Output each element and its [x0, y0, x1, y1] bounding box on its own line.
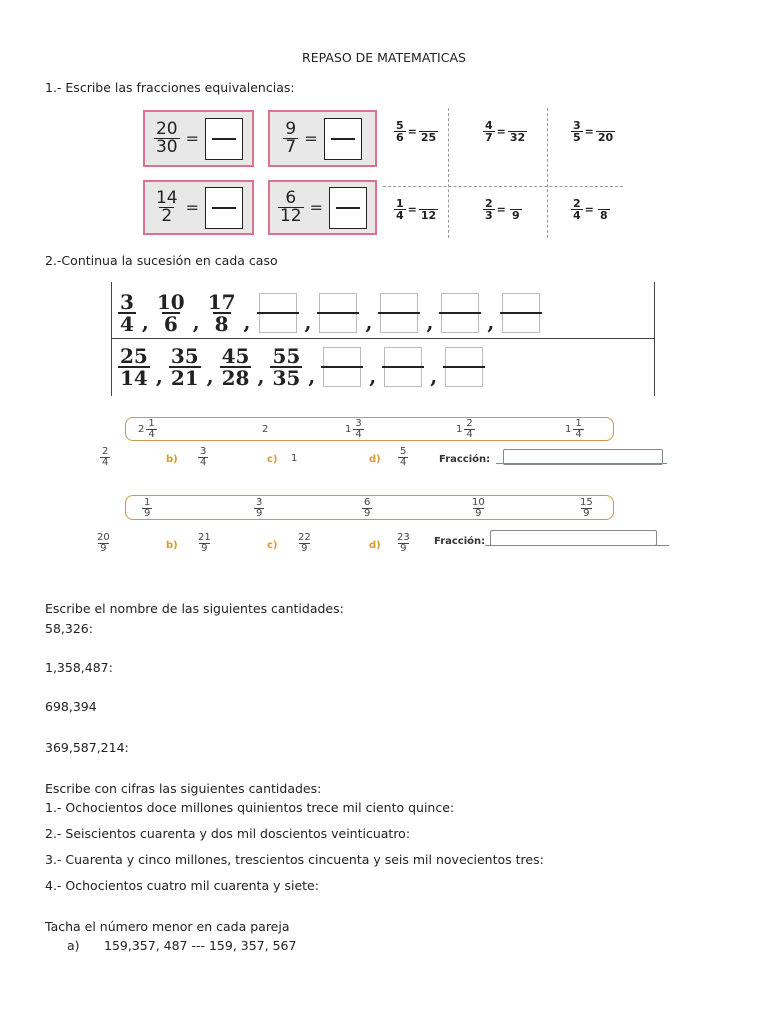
number-words-item: 1.- Ochocientos doce millones quinientos trece mil ciento quince: — [45, 800, 455, 815]
fraction: $\frac{3}{9}$ — [256, 497, 263, 519]
option-a[interactable]: $\frac{2}{4}$ — [102, 446, 109, 468]
fraction: $\frac{6}{9}$ — [364, 497, 371, 519]
number-words-item: 4.- Ochocientos cuatro mil cuarenta y siete: — [45, 878, 319, 893]
ex5-heading: Tacha el número menor en cada pareja — [45, 919, 290, 934]
option-a[interactable]: $\frac{20}{9}$ — [97, 532, 110, 554]
option-b[interactable]: $\frac{3}{4}$ — [200, 446, 207, 468]
blank-fraction[interactable] — [317, 293, 359, 333]
option-c[interactable]: 1 — [291, 453, 298, 464]
equivalent-fraction-pair: $\frac{4}{7}$ = 32 — [485, 119, 526, 144]
blank-fraction[interactable] — [382, 347, 424, 387]
blank-fraction[interactable] — [500, 293, 542, 333]
whole-number: 2 — [262, 424, 269, 435]
option-b[interactable]: $\frac{21}{9}$ — [198, 532, 211, 554]
fraction: $\frac{14}{2}$ — [155, 188, 178, 226]
fraction: $\frac{1}{9}$ — [144, 497, 151, 519]
mixed-number: 1 $\frac{3}{4}$ — [345, 418, 362, 440]
option-c-label: c) — [267, 540, 278, 551]
mixed-number: 2 $\frac{1}{4}$ — [138, 418, 155, 440]
sequence-table — [111, 282, 655, 396]
option-d-label: d) — [369, 454, 381, 465]
equivalent-fraction-pair: $\frac{1}{4}$ = 12 — [396, 197, 437, 222]
number-words-item: 3.- Cuarenta y cinco millones, trescientos cincuenta y seis mil novecientos tres: — [45, 852, 544, 867]
fraction: $\frac{3}{4}$ — [120, 290, 134, 336]
fraction: $\frac{45}{28}$ — [221, 344, 250, 390]
ex3-heading: Escribe el nombre de las siguientes cantidades: — [45, 601, 344, 616]
option-b-label: b) — [166, 454, 178, 465]
sequence-row-1: $\frac{3}{4}$ , $\frac{10}{6}$ , $\frac{17}{8}$ , , , , , — [118, 292, 654, 334]
fraccion-label: Fracción: — [434, 536, 486, 547]
equals-sign: = — [185, 129, 200, 148]
fraction: $\frac{6}{12}$ — [279, 188, 302, 226]
sequence-row-2: $\frac{25}{14}$ , $\frac{35}{21}$ , $\frac{45}{28}$ , $\frac{55}{35}$ , , , — [118, 346, 654, 388]
quantity-item: 58,326: — [45, 621, 93, 636]
equals-sign: = — [185, 198, 200, 217]
option-c-label: c) — [267, 454, 278, 465]
fraction-strip-1 — [125, 417, 614, 441]
fraction: $\frac{10}{9}$ — [472, 497, 485, 519]
number-words-item: 2.- Seiscientos cuarenta y dos mil doscientos veinticuatro: — [45, 826, 411, 841]
equivalence-box-1 — [143, 110, 254, 167]
grid-divider — [547, 108, 548, 238]
fraction: $\frac{10}{6}$ — [156, 290, 185, 336]
fraction: $\frac{25}{14}$ — [120, 344, 148, 390]
answer-underline — [496, 463, 667, 464]
pair-item-label: a) — [67, 938, 80, 953]
answer-box[interactable] — [205, 187, 243, 229]
ex2-heading: 2.-Continua la sucesión en cada caso — [45, 253, 278, 268]
option-d[interactable]: $\frac{5}{4}$ — [400, 446, 407, 468]
equivalence-box-2 — [268, 110, 377, 167]
fraccion-label: Fracción: — [439, 454, 491, 465]
blank-fraction[interactable] — [257, 293, 299, 333]
fraction: $\frac{15}{9}$ — [580, 497, 593, 519]
answer-box[interactable] — [205, 118, 243, 160]
pair-item-text: 159,357, 487 --- 159, 357, 567 — [104, 938, 297, 953]
answer-box[interactable] — [324, 118, 362, 160]
option-d-label: d) — [369, 540, 381, 551]
quantity-item: 698,394 — [45, 699, 97, 714]
grid-divider — [448, 108, 449, 238]
blank-fraction[interactable] — [439, 293, 481, 333]
equivalent-fraction-pair: $\frac{2}{3}$ = 9 — [485, 197, 520, 222]
equivalent-fraction-pair: $\frac{3}{5}$ = 20 — [573, 119, 614, 144]
fraction: $\frac{35}{21}$ — [170, 344, 199, 390]
mixed-number: 1 $\frac{2}{4}$ — [456, 418, 473, 440]
quantity-item: 369,587,214: — [45, 740, 129, 755]
option-b-label: b) — [166, 540, 178, 551]
answer-underline — [485, 545, 669, 546]
ex4-heading: Escribe con cifras las siguientes cantidades: — [45, 781, 322, 796]
blank-fraction[interactable] — [321, 347, 363, 387]
row-divider — [112, 338, 654, 339]
equals-sign: = — [304, 129, 318, 148]
equivalent-fraction-pair: $\frac{5}{6}$ = 25 — [396, 119, 437, 144]
fraction: $\frac{20}{30}$ — [155, 119, 178, 157]
equivalence-box-4 — [268, 180, 377, 235]
equivalent-fraction-pair: $\frac{2}{4}$ = 8 — [573, 197, 608, 222]
mixed-number: 1 $\frac{1}{4}$ — [565, 418, 582, 440]
equivalence-box-3 — [143, 180, 254, 235]
blank-fraction[interactable] — [378, 293, 420, 333]
option-c[interactable]: $\frac{22}{9}$ — [298, 532, 311, 554]
fraction: $\frac{17}{8}$ — [207, 290, 236, 336]
fraccion-answer-box[interactable] — [490, 530, 657, 546]
grid-divider — [383, 186, 623, 187]
fraction: $\frac{9}{7}$ — [285, 119, 297, 157]
blank-fraction[interactable] — [443, 347, 485, 387]
option-d[interactable]: $\frac{23}{9}$ — [397, 532, 410, 554]
quantity-item: 1,358,487: — [45, 660, 113, 675]
fraction: $\frac{55}{35}$ — [272, 344, 301, 390]
answer-box[interactable] — [329, 187, 367, 229]
ex1-heading: 1.- Escribe las fracciones equivalencias: — [45, 80, 295, 95]
page-title: REPASO DE MATEMATICAS — [302, 50, 466, 65]
equals-sign: = — [309, 198, 324, 217]
